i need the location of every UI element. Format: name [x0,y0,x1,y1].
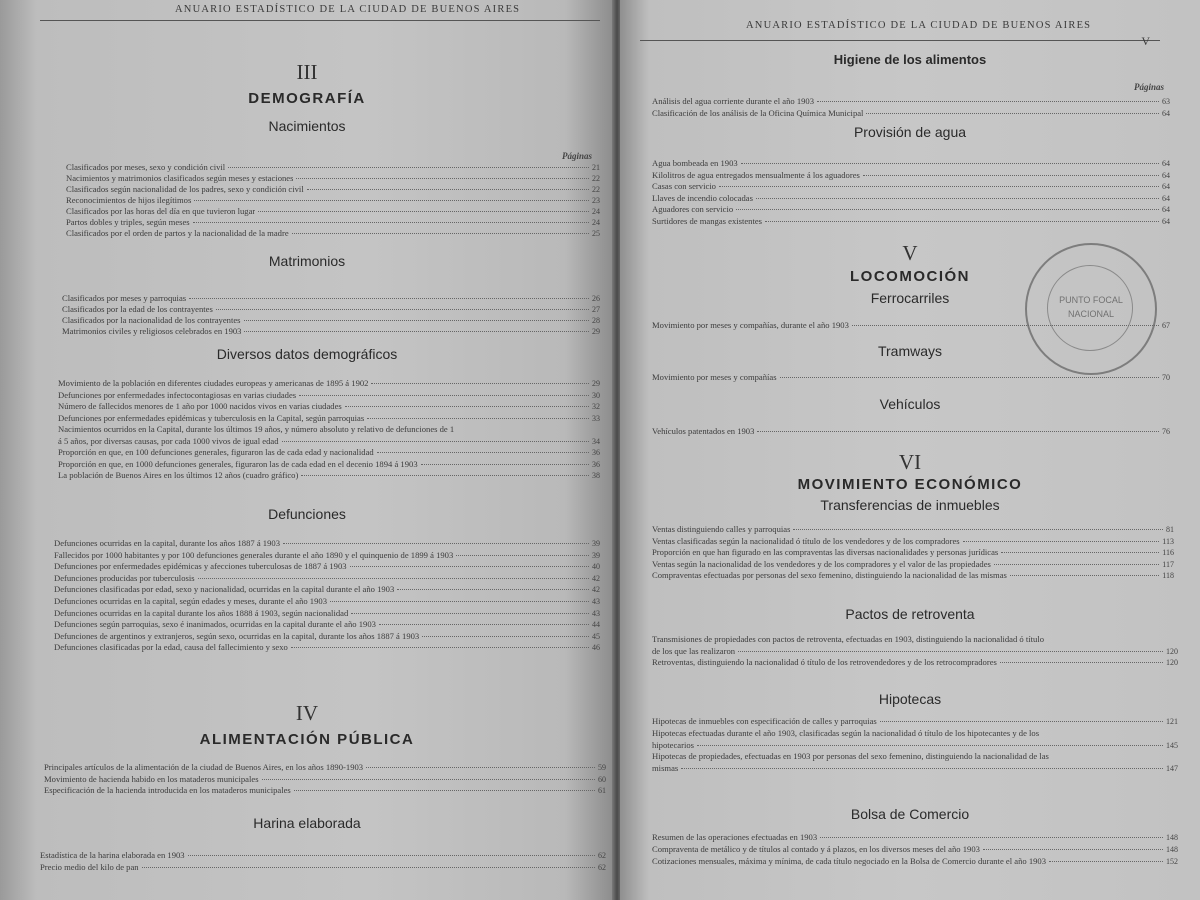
toc-entry-text: Principales artículos de la alimentación de la ciudad de Buenos Aires, en los años 1890-1903 [44,762,364,772]
running-head: ANUARIO ESTADÍSTICO DE LA CIUDAD DE BUENOS AIRES [175,4,521,15]
toc-entry-page: 44 [592,620,600,630]
section-title: DEMOGRAFÍA [248,90,366,107]
toc-entry-text: Agua bombeada en 1903 [652,158,738,168]
toc-entry-text: de los que las realizaron [652,645,736,656]
toc-entry-text: Kilolitros de agua entregados mensualmente á los aguadores [652,169,860,180]
toc-entry [66,195,600,206]
toc-leader-dots [244,320,589,321]
toc-leader-dots [738,651,1163,652]
toc-leader-dots [1001,552,1159,553]
toc-entry-page: 46 [592,643,600,653]
toc-entry [44,762,606,773]
toc-entry-page: 22 [592,185,600,194]
toc-entry [652,657,1178,668]
toc-entry [652,547,1174,558]
toc-entry-page: 28 [592,316,600,325]
toc-leader-dots [345,406,589,407]
toc-entry [62,304,600,315]
header-rule [640,40,1160,41]
toc-entry-page: 61 [598,786,606,795]
toc-leader-dots [983,849,1163,850]
toc-leader-dots [793,529,1163,530]
toc-entry-page: 64 [1162,159,1170,168]
toc-leader-dots [963,541,1160,542]
toc-entry-text: Defunciones clasificadas por la edad, causa del fallecimiento y sexo [54,642,288,653]
toc-entry-text: Resumen de las operaciones efectuadas en 1903 [652,832,818,842]
toc-entry [652,216,1170,227]
toc-leader-dots [283,543,589,544]
toc-leader-dots [330,601,589,602]
toc-entry [54,550,600,561]
toc-entry-text: Especificación de la hacienda introducida en los mataderos municipales [44,785,291,795]
subsection-title: Hipotecas [878,691,942,707]
toc-leader-dots [189,298,589,299]
toc-entry-text: Ventas según la nacionalidad de los vendedores y de los compradores y el valor de las propiedades [652,558,991,569]
toc-entry-page: 148 [1166,833,1178,842]
toc-leader-dots [258,211,589,212]
toc-entry-page: 116 [1162,548,1174,558]
toc-leader-dots [371,383,589,384]
toc-leader-dots [422,636,589,637]
toc-entry [652,426,1170,437]
toc-entry [66,184,600,195]
toc-entry-page: 62 [598,863,606,872]
toc-leader-dots [741,163,1159,164]
toc-entry [652,716,1178,727]
toc-entry [652,740,1178,751]
toc-entry [652,646,1178,657]
toc-leader-dots [456,555,589,556]
toc-entry-page: 39 [592,539,600,548]
toc-entry [54,596,600,607]
toc-leader-dots [379,624,589,625]
toc-entry [58,390,600,401]
toc-entry-text: Partos dobles y triples, según meses [66,217,190,227]
toc-leader-dots [1010,575,1159,576]
toc-leader-dots [863,175,1159,176]
toc-entry-page: 76 [1162,427,1170,436]
toc-entry-page: 64 [1162,205,1170,214]
toc-entry-page: 152 [1166,857,1178,866]
toc-entry [66,173,600,184]
toc-entry-page: 27 [592,305,600,314]
toc-entry [652,170,1170,181]
toc-entry [652,763,1178,774]
right-page [620,0,1200,900]
toc-entry [58,447,600,458]
toc-entry-text: Defunciones por enfermedades infectocontagiosas en varias ciudades [58,389,297,400]
toc-entry [54,584,600,595]
toc-entry [66,228,600,239]
toc-entry-page: 120 [1166,658,1178,667]
toc-entry-page: 43 [592,597,600,606]
toc-entry [58,424,600,435]
toc-entry-text: Defunciones ocurridas en la capital durante los años 1888 á 1903, según nacionalidad [54,607,349,618]
toc-entry-text: Clasificados por la nacionalidad de los contrayentes [62,315,241,325]
toc-leader-dots [367,418,589,419]
toc-entry-text: Defunciones clasificadas por edad, sexo y nacionalidad, ocurridas en la capital durante el año 1903 [54,584,395,595]
toc-entry [40,850,606,861]
part-number: IV [295,701,319,725]
toc-leader-dots [736,209,1159,210]
toc-entry-page: 64 [1162,193,1170,203]
toc-entry-page: 30 [592,390,600,400]
toc-entry-text: Clasificación de los análisis de la Oficina Química Municipal [652,108,864,118]
toc-entry-page: 60 [598,774,606,784]
toc-entry [54,619,600,630]
toc-entry-page: 117 [1162,559,1174,569]
toc-entry [62,326,600,337]
toc-entry [54,642,600,653]
toc-entry [58,436,600,447]
toc-entry-text: Movimiento de hacienda habido en los mataderos municipales [44,773,259,784]
toc-leader-dots [216,309,589,310]
toc-entry-text: hipotecarios [652,739,694,750]
toc-entry [652,536,1174,547]
toc-entry-text: Defunciones producidas por tuberculosis [54,572,195,583]
toc-entry-text: Precio medio del kilo de pan [40,862,139,872]
toc-entry-text: Casas con servicio [652,181,716,191]
section-title: ALIMENTACIÓN PÚBLICA [199,731,415,748]
toc-entry-page: 38 [592,471,600,480]
toc-entry [652,158,1170,169]
toc-entry-page: 29 [592,379,600,388]
subsection-title: Matrimonios [268,253,346,269]
toc-leader-dots [1000,662,1163,663]
toc-entry-page: 26 [592,294,600,303]
subsection-title: Diversos datos demográficos [216,346,398,362]
toc-entry-page: 70 [1162,373,1170,382]
toc-entry [652,193,1170,204]
toc-entry [652,634,1178,645]
page-number: V [1141,34,1150,48]
toc-entry [652,832,1178,843]
header-rule [40,20,600,21]
toc-entry-text: Defunciones ocurridas en la capital, durante los años 1887 á 1903 [54,538,280,548]
toc-entry-page: 25 [592,229,600,238]
toc-entry [44,785,606,796]
toc-entry-page: 64 [1162,109,1170,118]
toc-entry-text: Defunciones de argentinos y extranjeros, según sexo, ocurridas en la capital, durante los años 1887 á 1903 [54,630,420,641]
subsection-title: Nacimientos [268,118,346,134]
toc-entry-text: Surtidores de mangas existentes [652,215,763,226]
toc-entry-page: 62 [598,851,606,860]
toc-entry-text: Clasificados por el orden de partos y la nacionalidad de la madre [66,228,289,238]
toc-leader-dots [262,779,595,780]
toc-entry [66,162,600,173]
toc-leader-dots [421,464,589,465]
subsection-title: Pactos de retroventa [845,606,975,622]
toc-entry-page: 39 [592,550,600,560]
toc-entry-page: 36 [592,448,600,457]
toc-entry-text: Proporción en que, en 100 defunciones generales, figuraron las de cada edad y nacionalidad [58,447,374,457]
toc-leader-dots [282,441,589,442]
stamp-text: PUNTO FOCAL [1059,295,1123,305]
toc-entry-page: 64 [1162,182,1170,191]
toc-entry-text: Defunciones por enfermedades epidémicas y tuberculosis en la Capital, según parroquias [58,412,365,423]
subsection-title: Tramways [877,343,943,359]
toc-entry [62,315,600,326]
toc-entry-text: Clasificados según nacionalidad de los padres, sexo y condición civil [66,184,304,194]
toc-entry-text: Proporción en que han figurado en las compraventas las diversas nacionalidades y personas jurídicas [652,547,999,558]
toc-leader-dots [780,377,1159,378]
toc-entry-page: 21 [592,163,600,172]
toc-entry [62,293,600,304]
toc-entry-page: 32 [592,402,600,411]
toc-entry-text: Nacimientos ocurridos en la Capital, durante los últimos 19 años, y número absoluto y relativo de defunciones de 1 [58,424,455,434]
toc-entry [652,559,1174,570]
toc-leader-dots [198,578,589,579]
subsection-title: Higiene de los alimentos [833,52,987,67]
toc-entry [652,181,1170,192]
toc-entry-text: Clasificados por meses, sexo y condición civil [66,162,226,172]
toc-entry [54,573,600,584]
toc-entry-page: 81 [1166,525,1174,534]
toc-leader-dots [350,566,589,567]
toc-leader-dots [719,186,1159,187]
section-title: LOCOMOCIÓN [850,268,970,285]
toc-leader-dots [820,837,1163,838]
toc-leader-dots [697,745,1163,746]
toc-entry-text: Movimiento por meses y compañías, durante el año 1903 [652,320,849,330]
toc-entry-text: Matrimonios civiles y religiosos celebrados en 1903 [62,326,242,336]
toc-entry-page: 148 [1166,845,1178,854]
toc-entry-page: 36 [592,459,600,469]
toc-entry [58,459,600,470]
toc-entry-page: 121 [1166,717,1178,726]
toc-leader-dots [817,101,1159,102]
toc-entry-page: 43 [592,608,600,618]
toc-entry [66,217,600,228]
toc-entry-text: Movimiento de la población en diferentes ciudades europeas y americanas de 1895 á 1902 [58,378,369,388]
toc-entry-text: La población de Buenos Aires en los últimos 12 años (cuadro gráfico) [58,470,299,480]
toc-leader-dots [299,395,589,396]
toc-entry [58,401,600,412]
toc-entry-text: Fallecidos por 1000 habitantes y por 100 defunciones generales durante el año 1890 y el quinquenio de 1899 á 1903 [54,549,454,560]
toc-entry-page: 22 [592,174,600,183]
toc-leader-dots [994,564,1159,565]
toc-entry-text: Compraventa de metálico y de títulos al contado y á plazos, en los diversos meses del año 1903 [652,844,980,854]
toc-leader-dots [307,189,589,190]
toc-entry [54,561,600,572]
toc-entry-page: 64 [1162,170,1170,180]
stamp-text: NACIONAL [1067,309,1114,319]
toc-entry-text: Proporción en que, en 1000 defunciones generales, figuraron las de cada edad en el decenio 1894 á 1903 [58,458,418,469]
toc-entry-text: Clasificados por las horas del día en que tuvieron lugar [66,206,256,216]
toc-entry-text: Movimiento por meses y compañías [652,372,777,382]
toc-leader-dots [866,113,1159,114]
toc-entry [652,856,1178,867]
toc-leader-dots [193,222,589,223]
section-title: MOVIMIENTO ECONÓMICO [797,476,1023,493]
toc-entry-text: Vehículos patentados en 1903 [652,426,755,436]
toc-entry-text: mismas [652,763,679,774]
toc-entry-page: 45 [592,631,600,641]
toc-leader-dots [351,613,589,614]
toc-entry [652,751,1178,762]
toc-entry-page: 24 [592,207,600,216]
toc-entry-page: 64 [1162,216,1170,226]
toc-entry-page: 67 [1162,321,1170,330]
subsection-title: Harina elaborada [253,815,361,831]
toc-entry [652,570,1174,581]
toc-entry-page: 145 [1166,740,1178,750]
subsection-title: Bolsa de Comercio [850,806,970,822]
toc-entry [652,728,1178,739]
toc-entry-page: 29 [592,327,600,336]
toc-leader-dots [188,855,595,856]
toc-entry-text: Reconocimientos de hijos ilegítimos [66,195,192,205]
toc-entry [652,108,1170,119]
toc-leader-dots [142,867,595,868]
toc-entry-page: 113 [1162,536,1174,546]
pages-column-header: Páginas [1134,82,1165,92]
toc-entry-page: 42 [592,573,600,583]
toc-entry [58,378,600,389]
toc-entry-text: Clasificados por la edad de los contrayentes [62,304,213,314]
toc-leader-dots [244,331,589,332]
toc-entry-page: 63 [1162,97,1170,106]
toc-entry-text: Hipotecas efectuadas durante el año 1903, clasificadas según la nacionalidad ó título de los hipotecantes y de los [652,727,1040,738]
toc-entry [58,470,600,481]
toc-entry-page: 34 [592,436,600,446]
toc-leader-dots [294,790,595,791]
toc-entry-text: Ventas clasificadas según la nacionalidad ó título de los vendedores y de los compradores [652,535,960,546]
toc-entry-text: Defunciones ocurridas en la capital, según edades y meses, durante el año 1903 [54,596,327,606]
toc-leader-dots [880,721,1163,722]
running-head: ANUARIO ESTADÍSTICO DE LA CIUDAD DE BUENOS AIRES [746,20,1092,31]
toc-entry-text: Nacimientos y matrimonios clasificados según meses y estaciones [66,173,294,183]
toc-entry [652,524,1174,535]
toc-entry-text: Defunciones por enfermedades epidémicas y afecciones tuberculosas de 1887 á 1903 [54,561,347,572]
toc-leader-dots [301,475,589,476]
toc-leader-dots [1049,861,1163,862]
toc-entry-text: Aguadores con servicio [652,204,734,214]
toc-entry-page: 59 [598,763,606,772]
toc-entry-text: Análisis del agua corriente durante el año 1903 [652,96,815,106]
toc-entry-page: 23 [592,196,600,205]
toc-entry-text: Hipotecas de inmuebles con especificación de calles y parroquias [652,716,877,726]
toc-entry-text: Ventas distinguiendo calles y parroquias [652,524,791,534]
toc-entry-text: Cotizaciones mensuales, máxima y mínima, de cada título negociado en la Bolsa de Comercio durante el año 1903 [652,856,1047,866]
toc-leader-dots [757,431,1159,432]
toc-entry-text: Número de fallecidos menores de 1 año por 1000 nacidos vivos en varias ciudades [58,401,342,411]
subsection-title: Ferrocarriles [870,290,950,306]
toc-entry-page: 40 [592,562,600,572]
toc-entry [54,538,600,549]
toc-leader-dots [765,221,1159,222]
toc-entry-text: Hipotecas de propiedades, efectuadas en 1903 por personas del sexo femenino, distinguiendo la nacionalidad de las [652,751,1049,762]
toc-leader-dots [292,233,589,234]
part-number: VI [898,450,922,474]
toc-leader-dots [228,167,589,168]
toc-entry [40,862,606,873]
stamp-inner-ring [1047,265,1133,351]
institutional-stamp [1025,243,1157,375]
toc-entry-page: 33 [592,413,600,423]
toc-entry-text: Retroventas, distinguiendo la nacionalidad ó título de los retrovendedores y de los retrocompradores [652,657,997,667]
toc-leader-dots [377,452,589,453]
toc-entry-text: Compraventas efectuadas por personas del sexo femenino, distinguiendo la nacionalidad de las mismas [652,570,1007,581]
subsection-title: Provisión de agua [853,124,967,140]
toc-entry [66,206,600,217]
subsection-title: Transferencias de inmuebles [820,497,1000,513]
part-number: III [296,60,318,84]
toc-entry [44,774,606,785]
toc-leader-dots [397,589,589,590]
toc-entry-page: 147 [1166,764,1178,774]
toc-entry [652,96,1170,107]
toc-leader-dots [756,198,1159,199]
toc-entry-page: 42 [592,585,600,595]
toc-entry [652,844,1178,855]
toc-entry-text: Defunciones según parroquias, sexo é inanimados, ocurridas en la capital durante el año 1903 [54,619,376,630]
toc-entry [58,413,600,424]
toc-entry [652,204,1170,215]
subsection-title: Vehículos [879,396,941,412]
pages-column-header: Páginas [562,151,593,161]
toc-leader-dots [366,767,595,768]
toc-entry [54,608,600,619]
part-number: V [902,241,918,265]
subsection-title: Defunciones [268,506,346,522]
toc-entry-text: Transmisiones de propiedades con pactos de retroventa, efectuadas en 1903, distinguiendo la nacionalidad ó título [652,634,1045,644]
toc-entry-text: Llaves de incendio colocadas [652,192,753,203]
toc-entry-text: Estadística de la harina elaborada en 1903 [40,850,185,860]
toc-entry-page: 24 [592,218,600,227]
toc-leader-dots [194,200,589,201]
toc-entry [54,631,600,642]
toc-entry-text: á 5 años, por diversas causas, por cada 1000 vivos de igual edad [58,435,279,446]
toc-leader-dots [291,647,589,648]
toc-entry-page: 120 [1166,646,1178,656]
toc-leader-dots [296,178,589,179]
toc-entry-page: 118 [1162,571,1174,581]
toc-entry-text: Clasificados por meses y parroquias [62,293,187,303]
toc-leader-dots [681,768,1163,769]
